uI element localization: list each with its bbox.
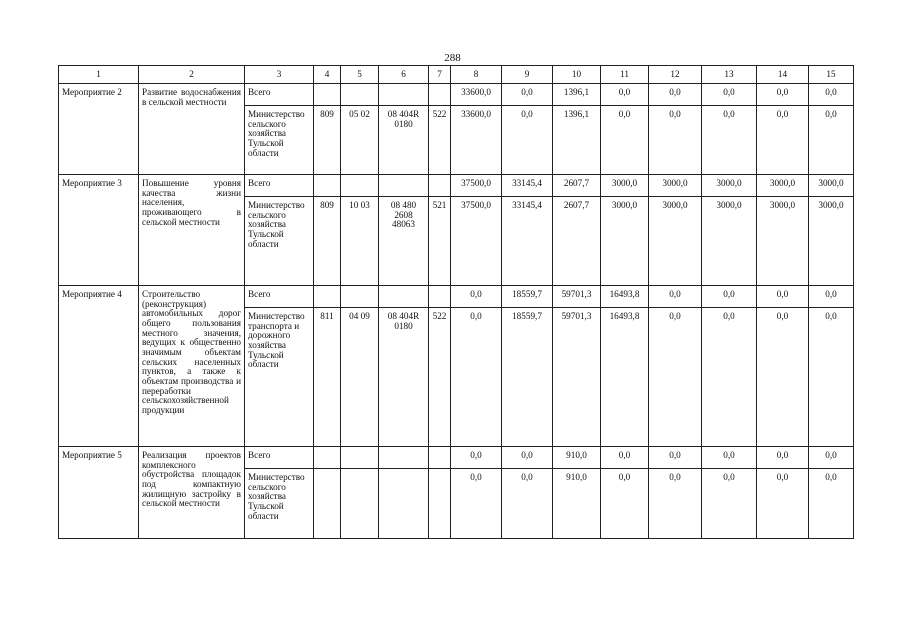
amount-cell: 0,0	[702, 469, 757, 539]
amount-cell: 0,0	[451, 447, 502, 469]
amount-cell: 3000,0	[601, 175, 649, 197]
amount-cell: 1396,1	[553, 84, 601, 106]
header-cell: 13	[702, 66, 757, 84]
amount-cell: 16493,8	[601, 286, 649, 308]
amount-cell: 59701,3	[553, 308, 601, 447]
activity-label: Мероприятие 4	[59, 286, 139, 447]
amount-cell: 0,0	[757, 106, 809, 175]
amount-cell: 0,0	[649, 447, 702, 469]
amount-cell: 0,0	[702, 308, 757, 447]
funding-source: Всего	[245, 447, 314, 469]
amount-cell: 3000,0	[809, 197, 854, 286]
amount-cell: 0,0	[649, 286, 702, 308]
target-article-code	[379, 84, 429, 106]
table-row	[59, 84, 854, 106]
section-code	[341, 469, 379, 539]
amount-cell: 0,0	[757, 308, 809, 447]
target-article-code: 08 404R 0180	[379, 308, 429, 447]
amount-cell: 0,0	[649, 469, 702, 539]
amount-cell: 33600,0	[451, 84, 502, 106]
funding-source: Всего	[245, 175, 314, 197]
target-article-code	[379, 469, 429, 539]
target-article-code: 08 480 2608 48063	[379, 197, 429, 286]
ministry-code	[314, 469, 341, 539]
amount-cell: 0,0	[809, 308, 854, 447]
amount-cell: 16493,8	[601, 308, 649, 447]
amount-cell: 0,0	[451, 286, 502, 308]
funding-source: Всего	[245, 286, 314, 308]
amount-cell: 0,0	[757, 447, 809, 469]
amount-cell: 0,0	[702, 286, 757, 308]
amount-cell: 3000,0	[702, 197, 757, 286]
header-row	[59, 66, 854, 84]
target-article-code: 08 404R 0180	[379, 106, 429, 175]
header-cell: 14	[757, 66, 809, 84]
amount-cell: 0,0	[649, 84, 702, 106]
amount-cell: 0,0	[809, 286, 854, 308]
target-article-code	[379, 286, 429, 308]
header-cell: 15	[809, 66, 854, 84]
amount-cell: 18559,7	[502, 308, 553, 447]
page-number: 288	[444, 52, 461, 64]
header-cell: 8	[451, 66, 502, 84]
amount-cell: 2607,7	[553, 197, 601, 286]
amount-cell: 910,0	[553, 447, 601, 469]
amount-cell: 0,0	[702, 84, 757, 106]
ministry-code	[314, 84, 341, 106]
amount-cell: 0,0	[809, 106, 854, 175]
activity-description: Строительство (реконструкция) автомобильных дорог общего пользования местного значения, ведущих к общественно значимым объектам сельских населенных пунктов, а также к объектам производства и переработки сельскохозяйственной продукции	[139, 286, 245, 447]
header-cell: 11	[601, 66, 649, 84]
target-article-code	[379, 447, 429, 469]
amount-cell: 0,0	[649, 308, 702, 447]
amount-cell: 0,0	[757, 84, 809, 106]
expense-type-code: 522	[429, 308, 451, 447]
header-cell: 3	[245, 66, 314, 84]
amount-cell: 0,0	[502, 84, 553, 106]
amount-cell: 0,0	[601, 106, 649, 175]
amount-cell: 0,0	[702, 447, 757, 469]
expense-type-code	[429, 286, 451, 308]
amount-cell: 3000,0	[702, 175, 757, 197]
table-row	[59, 447, 854, 469]
amount-cell: 910,0	[553, 469, 601, 539]
header-cell: 1	[59, 66, 139, 84]
amount-cell: 37500,0	[451, 197, 502, 286]
section-code	[341, 175, 379, 197]
amount-cell: 0,0	[451, 469, 502, 539]
header-cell: 7	[429, 66, 451, 84]
table-body	[59, 84, 854, 539]
ministry-code: 811	[314, 308, 341, 447]
header-cell: 6	[379, 66, 429, 84]
amount-cell: 0,0	[601, 469, 649, 539]
amount-cell: 18559,7	[502, 286, 553, 308]
activity-label: Мероприятие 5	[59, 447, 139, 539]
amount-cell: 0,0	[809, 469, 854, 539]
header-cell: 12	[649, 66, 702, 84]
section-code: 10 03	[341, 197, 379, 286]
section-code	[341, 84, 379, 106]
amount-cell: 0,0	[502, 106, 553, 175]
ministry-code	[314, 447, 341, 469]
expense-type-code	[429, 175, 451, 197]
amount-cell: 2607,7	[553, 175, 601, 197]
amount-cell: 1396,1	[553, 106, 601, 175]
section-code: 05 02	[341, 106, 379, 175]
activity-description: Развитие водоснабжения в сельской местности	[139, 84, 245, 175]
amount-cell: 0,0	[809, 447, 854, 469]
funding-source: Министерство сельского хозяйства Тульской области	[245, 197, 314, 286]
activity-description: Реализация проектов комплексного обустройства площадок под компактную жилищную застройку в сельской местности	[139, 447, 245, 539]
header-cell: 10	[553, 66, 601, 84]
amount-cell: 0,0	[502, 447, 553, 469]
expense-type-code: 522	[429, 106, 451, 175]
amount-cell: 0,0	[451, 308, 502, 447]
ministry-code: 809	[314, 106, 341, 175]
amount-cell: 33600,0	[451, 106, 502, 175]
expense-type-code	[429, 84, 451, 106]
funding-source: Министерство сельского хозяйства Тульской области	[245, 106, 314, 175]
amount-cell: 3000,0	[649, 175, 702, 197]
funding-source: Всего	[245, 84, 314, 106]
amount-cell: 0,0	[601, 447, 649, 469]
ministry-code	[314, 175, 341, 197]
activity-description: Повышение уровня качества жизни населения, проживающего в сельской местности	[139, 175, 245, 286]
section-code	[341, 286, 379, 308]
amount-cell: 3000,0	[757, 175, 809, 197]
amount-cell: 3000,0	[757, 197, 809, 286]
amount-cell: 0,0	[502, 469, 553, 539]
amount-cell: 3000,0	[649, 197, 702, 286]
table-row	[59, 286, 854, 308]
ministry-code: 809	[314, 197, 341, 286]
amount-cell: 33145,4	[502, 197, 553, 286]
header-cell: 9	[502, 66, 553, 84]
amount-cell: 0,0	[757, 286, 809, 308]
funding-source: Министерство транспорта и дорожного хозяйства Тульской области	[245, 308, 314, 447]
expense-type-code	[429, 469, 451, 539]
budget-table	[58, 65, 854, 539]
activity-label: Мероприятие 2	[59, 84, 139, 175]
amount-cell: 59701,3	[553, 286, 601, 308]
target-article-code	[379, 175, 429, 197]
amount-cell: 33145,4	[502, 175, 553, 197]
expense-type-code	[429, 447, 451, 469]
ministry-code	[314, 286, 341, 308]
header-cell: 5	[341, 66, 379, 84]
amount-cell: 0,0	[649, 106, 702, 175]
amount-cell: 3000,0	[601, 197, 649, 286]
expense-type-code: 521	[429, 197, 451, 286]
activity-label: Мероприятие 3	[59, 175, 139, 286]
table-row	[59, 175, 854, 197]
header-cell: 4	[314, 66, 341, 84]
amount-cell: 0,0	[601, 84, 649, 106]
header-cell: 2	[139, 66, 245, 84]
amount-cell: 0,0	[702, 106, 757, 175]
section-code: 04 09	[341, 308, 379, 447]
amount-cell: 37500,0	[451, 175, 502, 197]
amount-cell: 0,0	[757, 469, 809, 539]
amount-cell: 0,0	[809, 84, 854, 106]
section-code	[341, 447, 379, 469]
amount-cell: 3000,0	[809, 175, 854, 197]
funding-source: Министерство сельского хозяйства Тульской области	[245, 469, 314, 539]
